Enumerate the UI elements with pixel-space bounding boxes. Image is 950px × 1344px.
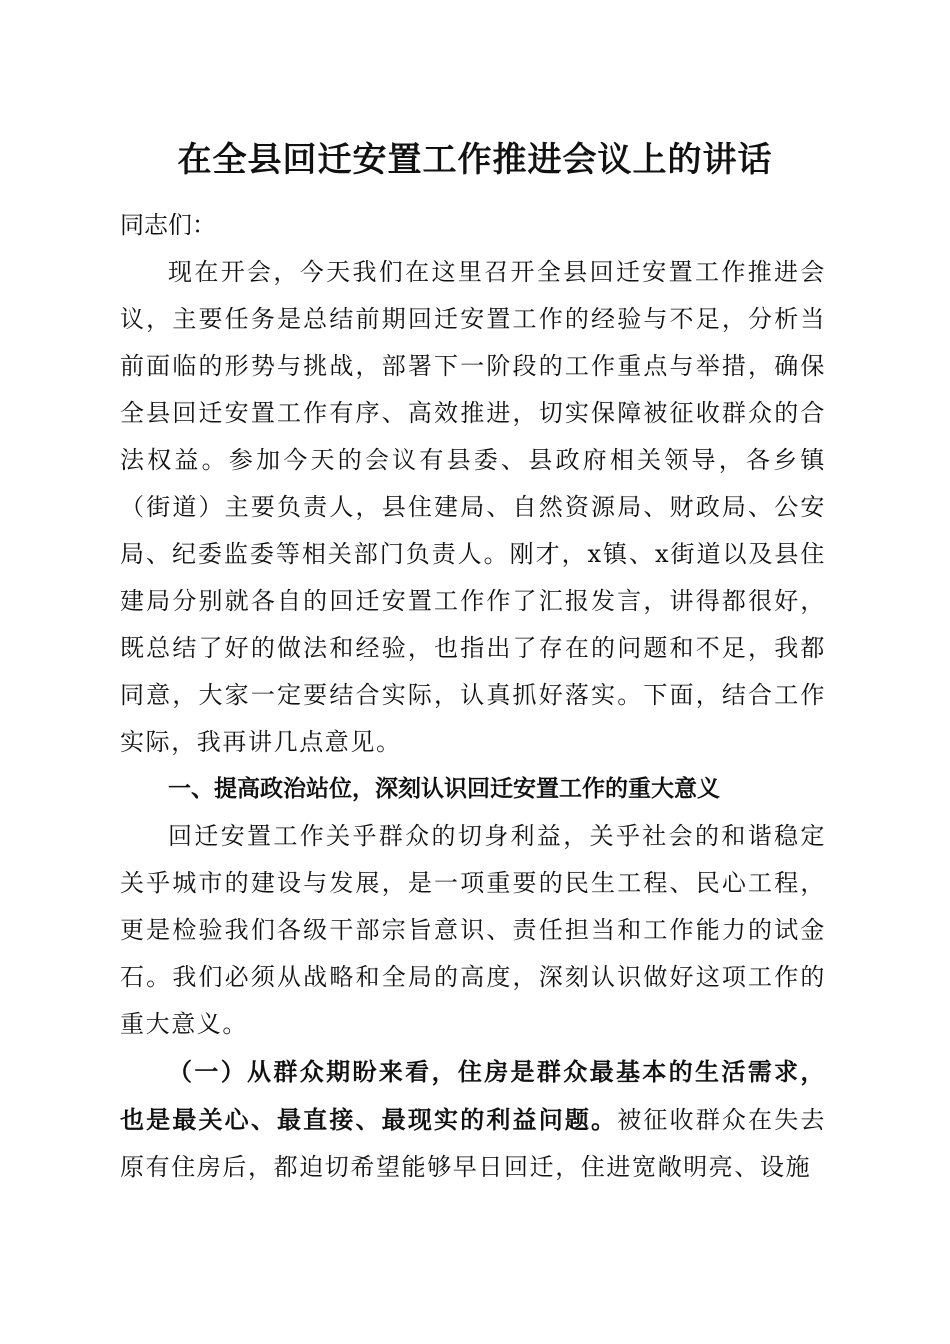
paragraph-significance: 回迁安置工作关乎群众的切身利益，关乎社会的和谐稳定关乎城市的建设与发展，是一项重要的民生工程、民心工程，更是检验我们各级干部宗旨意识、责任担当和工作能力的试金石。我们必须从战略和全局的高度，深刻认识做好这项工作的重大意义。 (120, 822, 826, 1038)
greeting: 同志们： (120, 211, 216, 239)
paragraph-opening: 现在开会，今天我们在这里召开全县回迁安置工作推进会议，主要任务是总结前期回迁安置工作的经验与不足，分析当前面临的形势与挑战，部署下一阶段的工作重点与举措，确保全县回迁安置工作有序、高效推进，切实保障被征收群众的合法权益。参加今天的会议有县委、县政府相关领导，各乡镇（街道）主要负责人，县住建局、自然资源局、财政局、公安局、纪委监委等相关部门负责人。刚才，x镇、x街道以及县住建局分别就各自的回迁安置工作作了汇报发言，讲得都很好，既总结了好的做法和经验，也指出了存在的问题和不足，我都同意，大家一定要结合实际，认真抓好落实。下面，结合工作实际，我再讲几点意见。 (120, 258, 826, 756)
paragraph-subpoint-1 (120, 1048, 826, 1191)
subpoint-1-text: 被征收群众在失去原有住房后，都迫切希望能够早日回迁，住进宽敞明亮、设施 (120, 1106, 826, 1181)
document-body (120, 202, 826, 1191)
subpoint-1-lead: （一）从群众期盼来看，住房是群众最基本的生活需求，也是最关心、最直接、最现实的利益问题。 (120, 1057, 826, 1134)
section-heading-1: 一、提高政治站位，深刻认识回迁安置工作的重大意义 (168, 776, 720, 802)
document-title: 在全县回迁安置工作推进会议上的讲话 (177, 140, 773, 180)
